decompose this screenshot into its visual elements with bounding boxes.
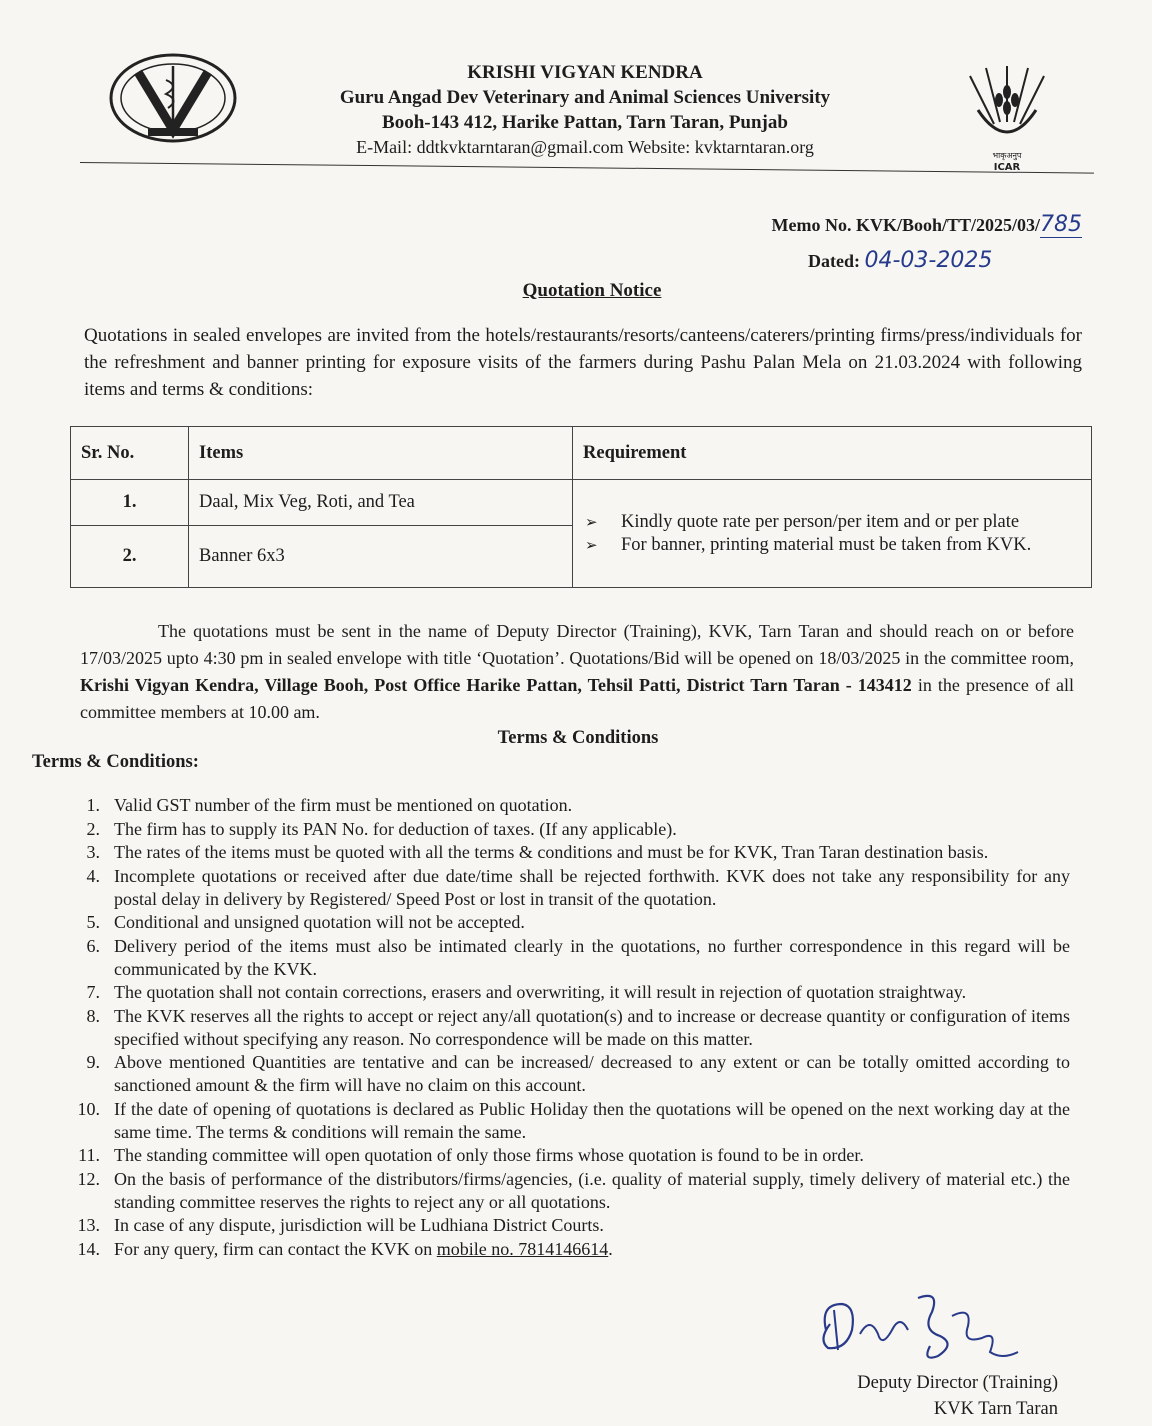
term-item — [70, 981, 1070, 1004]
term-item — [70, 1051, 1070, 1097]
term-item — [70, 1238, 1070, 1261]
term-number: 5. — [86, 912, 100, 932]
term-text: Incomplete quotations or received after due date/time shall be rejected forthwith. KVK does not take any responsibility for any postal delay in delivery by Registered/ Speed Post or lost in transit of the quotation. — [114, 865, 1070, 909]
contact-line: E-Mail: ddtkvktarntaran@gmail.com Website: kvktarntaran.org — [356, 137, 814, 157]
term-item — [70, 818, 1070, 841]
term-number: 8. — [86, 1005, 100, 1026]
term-text: In case of any dispute, jurisdiction will be Ludhiana District Courts. — [114, 1215, 604, 1235]
term-item — [70, 1214, 1070, 1237]
handwritten-signature — [812, 1290, 1032, 1380]
term-text: The rates of the items must be quoted with all the terms & conditions and must be for KVK, Tran Taran destination basis. — [114, 842, 989, 862]
memo-date — [808, 248, 992, 273]
address: Booh-143 412, Harike Pattan, Tarn Taran, Punjab — [382, 112, 788, 133]
terms-heading-center: Terms & Conditions — [497, 728, 659, 748]
term-item — [70, 841, 1070, 864]
icar-text: ICAR — [993, 162, 1021, 173]
row-sr-no: 1. — [71, 480, 189, 526]
memo-number — [771, 212, 1082, 237]
requirement-bullet: ➢ For banner, printing material must be taken from KVK. — [621, 534, 1079, 557]
term-text: Conditional and unsigned quotation will not be accepted. — [114, 912, 525, 932]
icar-hindi-text: भाकृअनुप — [992, 151, 1022, 160]
term-number: 4. — [86, 865, 100, 886]
term-text: The KVK reserves all the rights to accept or reject any/all quotation(s) and to increase or decrease quantity or configuration of items specified without specifying any reason. No correspondence will be made on this matter. — [114, 1005, 1070, 1049]
dated-label: Dated: — [808, 251, 860, 271]
signatory-office: KVK Tarn Taran — [933, 1399, 1058, 1419]
table-header-row — [71, 427, 1092, 480]
header-divider — [80, 162, 1094, 174]
table-row — [71, 480, 1092, 526]
header-items: Items — [189, 427, 573, 480]
submission-text-2: in the presence of all committee members at 10.00 am. — [80, 675, 1074, 722]
header-requirement: Requirement — [573, 427, 1092, 480]
term-item — [70, 935, 1070, 981]
org-name: KRISHI VIGYAN KENDRA — [467, 62, 703, 83]
requirement-cell — [573, 480, 1092, 588]
university-seal-logo — [108, 52, 238, 144]
signatory-block — [822, 1370, 1058, 1422]
term-text: If the date of opening of quotations is declared as Public Holiday then the quotations will be opened on the next working day at the same time. The terms & conditions will remain the same. — [114, 1098, 1070, 1142]
handwritten-date: 04-03-2025 — [864, 248, 993, 273]
term-text-end: . — [608, 1238, 613, 1259]
row-sr-no: 2. — [71, 526, 189, 588]
term-number: 9. — [86, 1052, 100, 1072]
university-name: Guru Angad Dev Veterinary and Animal Sciences University — [339, 87, 831, 108]
requirement-bullet: ➢ Kindly quote rate per person/per item and or per plate — [621, 511, 1079, 534]
term-item — [70, 794, 1070, 817]
term-text: The firm has to supply its PAN No. for deduction of taxes. (If any applicable). — [114, 818, 677, 839]
term-number: 14. — [77, 1238, 100, 1259]
header-sr-no: Sr. No. — [71, 427, 189, 480]
term-text: Above mentioned Quantities are tentative and can be increased/ decreased to any extent or can be totally omitted according to sanctioned amount & the firm will have no claim on this account. — [114, 1052, 1070, 1095]
memo-handwritten-number: 785 — [1040, 212, 1082, 237]
term-number: 12. — [77, 1168, 100, 1189]
term-item — [70, 1144, 1070, 1167]
term-text: The quotation shall not contain corrections, erasers and overwriting, it will result in rejection of quotation straightway. — [114, 982, 967, 1002]
memo-label: Memo No. KVK/Booh/TT/2025/03/ — [771, 215, 1040, 235]
submission-venue: Krishi Vigyan Kendra, Village Booh, Post Office Harike Pattan, Tehsil Patti, District Tarn Taran - 143412 — [80, 675, 912, 695]
signatory-designation: Deputy Director (Training) — [857, 1373, 1058, 1393]
term-text: The standing committee will open quotation of only those firms whose quotation is found to be in order. — [114, 1145, 864, 1165]
terms-heading-left: Terms & Conditions: — [32, 752, 199, 772]
letterhead — [300, 60, 870, 160]
term-text: For any query, firm can contact the KVK on — [114, 1238, 437, 1259]
term-text: Delivery period of the items must also be intimated clearly in the quotations, no further correspondence in this regard will be communicated by the KVK. — [114, 935, 1070, 979]
term-number: 13. — [77, 1215, 100, 1235]
term-number: 7. — [86, 982, 100, 1002]
terms-list — [70, 794, 1070, 1261]
term-number: 2. — [86, 818, 100, 839]
term-number: 11. — [78, 1145, 100, 1165]
intro-paragraph: Quotations in sealed envelopes are invited from the hotels/restaurants/resorts/canteens/caterers/printing firms/press/individuals for the refreshment and banner printing for exposure visits of the farmers during Pashu Palan Mela on 21.03.2024 with following items and terms & conditions: — [84, 325, 1082, 400]
row-item: Banner 6x3 — [189, 526, 573, 588]
submission-text-1: The quotations must be sent in the name of Deputy Director (Training), KVK, Tarn Taran and should reach on or before 17/03/2025 upto 4:30 pm in sealed envelope with title ‘Quotation’. Quotations/Bid will be opened on 18/03/2025 in the committee room, — [80, 621, 1074, 668]
term-item — [70, 911, 1070, 934]
term-number: 1. — [86, 795, 100, 815]
term-item — [70, 1005, 1070, 1051]
term-text: On the basis of performance of the distributors/firms/agencies, (i.e. quality of material supply, timely delivery of material etc.) the standing committee reserves the rights to reject any or all quotations. — [114, 1168, 1070, 1212]
term-text: Valid GST number of the firm must be mentioned on quotation. — [114, 795, 573, 815]
icar-logo — [964, 62, 1050, 174]
submission-paragraph — [80, 618, 1074, 726]
notice-title: Quotation Notice — [522, 280, 662, 301]
term-number: 6. — [86, 935, 100, 956]
contact-mobile: mobile no. 7814146614 — [436, 1238, 609, 1259]
row-item: Daal, Mix Veg, Roti, and Tea — [189, 480, 573, 526]
requirements-table — [70, 426, 1092, 588]
term-item — [70, 1098, 1070, 1144]
term-item — [70, 865, 1070, 911]
term-item — [70, 1168, 1070, 1214]
term-number: 10. — [77, 1098, 100, 1119]
term-number: 3. — [86, 842, 100, 862]
